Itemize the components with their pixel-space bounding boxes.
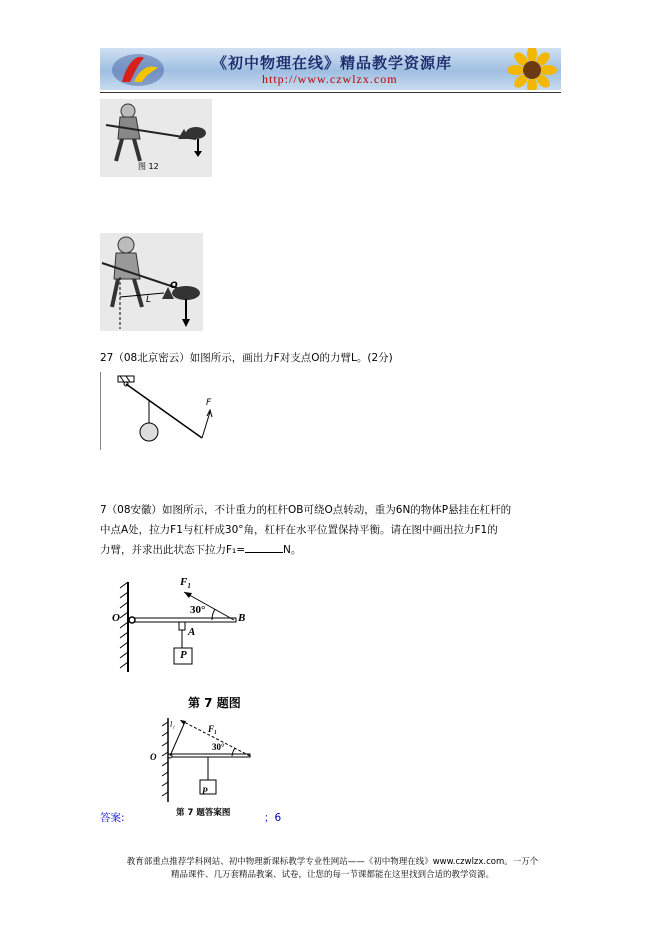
q7-f1-label xyxy=(180,576,191,590)
q7-answer-angle-label: 30° xyxy=(212,742,225,752)
q7-answer-o-label: O xyxy=(150,752,157,762)
pivot-o-label: O xyxy=(170,281,178,291)
site-logo-icon xyxy=(108,50,168,88)
question-27-diagram xyxy=(100,372,220,452)
sunflower-icon xyxy=(490,48,561,90)
q7-o-label: O xyxy=(112,612,120,624)
question-7-line-3-text: 力臂，并求出此状态下拉力F₁= xyxy=(100,544,246,556)
q7-p-label: P xyxy=(180,649,187,661)
q7-f-letter: F xyxy=(180,576,188,588)
q7-answer-caption: 第 7 题答案图 xyxy=(176,808,231,818)
answer-blank[interactable] xyxy=(245,541,283,553)
question-27-text: 27（08北京密云）如图所示，画出力F对支点O的力臂L。(2分) xyxy=(100,352,393,364)
q7-diagram-caption: 第 7 题图 xyxy=(188,696,241,710)
answer-label: 答案: xyxy=(100,812,125,824)
question-7-line-1: 7（08安徽）如图所示，不计重力的杠杆OB可绕O点转动，重为6N的物体P悬挂在杠杆的 xyxy=(100,504,512,516)
site-banner xyxy=(100,48,561,90)
q7-f-subscript: 1 xyxy=(187,582,191,591)
q7-answer-f1-label: F₁ xyxy=(208,724,218,734)
q7-answer-p-label: P xyxy=(202,786,208,796)
banner-url: http://www.czwlzx.com xyxy=(262,72,398,86)
question-7-line-2: 中点A处，拉力F1与杠杆成30°角，杠杆在水平位置保持平衡。请在图中画出拉力F1的 xyxy=(100,524,498,536)
banner-title: 《初中物理在线》精品教学资源库 xyxy=(212,54,453,72)
force-f-label: F xyxy=(206,398,212,408)
q7-a-label: A xyxy=(188,626,196,638)
q7-answer-l1-label: l₁ xyxy=(170,720,176,729)
header-rule xyxy=(100,92,561,93)
footer-line-2: 精品课件、几万套精品教案、试卷，让您的每一节课都能在这里找到合适的教学资源。 xyxy=(170,870,494,880)
q7-b-label: B xyxy=(238,612,246,624)
answer-value: ；6 xyxy=(264,812,282,824)
question-7-unit: N。 xyxy=(283,544,302,556)
figure-lever-answer-image xyxy=(100,233,203,331)
footer-line-1: 教育部重点推荐学科网站、初中物理新课标教学专业性网站——《初中物理在线》www.czwlzx.com。一万个 xyxy=(126,857,539,867)
lever-arm-l-label: L xyxy=(146,295,152,305)
figure-12-caption: 图 12 xyxy=(138,162,159,171)
footer xyxy=(95,856,570,882)
q7-angle-label: 30° xyxy=(190,604,206,616)
question-7-line-3 xyxy=(100,540,301,560)
figure-12-image xyxy=(100,99,212,177)
worker-lever-with-arm-illustration xyxy=(100,233,203,331)
